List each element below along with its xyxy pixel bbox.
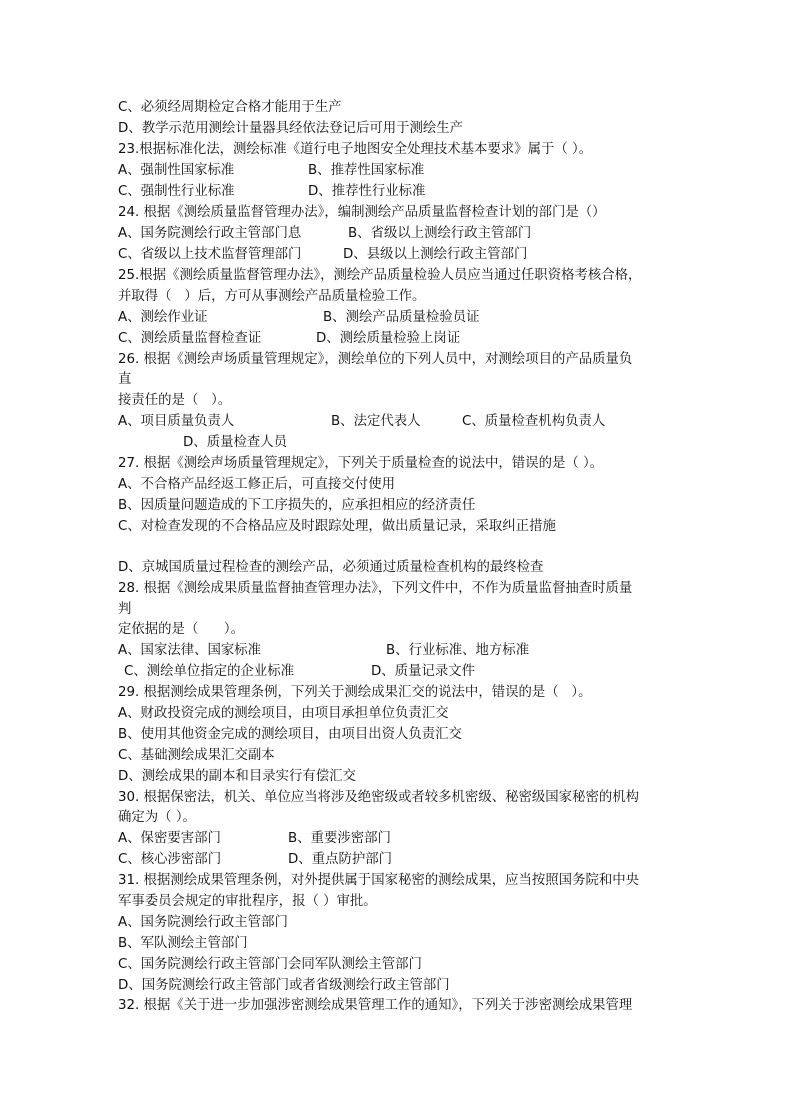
- question-30-cont: 确定为（ ）。: [118, 810, 196, 825]
- question-25: 25.根据《测绘质量监督管理办法》，测绘产品质量检验人员应当通过任职资格考核合格，: [118, 268, 642, 283]
- question-28-cont: 判: [118, 602, 132, 617]
- option-c: C、基础测绘成果汇交副本: [118, 748, 275, 763]
- option-b: B、使用其他资金完成的测绘项目，由项目出资人负责汇交: [118, 727, 462, 742]
- option-a: A、国务院测绘行政主管部门: [118, 915, 288, 930]
- question-27: 27. 根据《测绘声场质量管理规定》，下列关于质量检查的说法中，错误的是（ ）。: [118, 456, 604, 471]
- option-b: B、行业标准、地方标准: [386, 643, 530, 658]
- option-d: D、测绘质量检验上岗证: [316, 331, 461, 346]
- question-25-cont: 并取得（ ）后，方可从事测绘产品质量检验工作。: [118, 289, 426, 304]
- option-d-line: D、教学示范用测绘计量器具经依法登记后可用于测绘生产: [118, 121, 464, 136]
- question-29: 29. 根据测绘成果管理条例，下列关于测绘成果汇交的说法中，错误的是（ ）。: [118, 685, 592, 700]
- option-d: D、质量记录文件: [371, 664, 476, 679]
- option-a: A、国务院测绘行政主管部门息: [118, 226, 302, 241]
- question-23: 23.根据标准化法，测绘标准《道行电子地图安全处理技术基本要求》属于（ ）。: [118, 142, 593, 157]
- option-c: C、测绘单位指定的企业标准: [124, 664, 295, 679]
- question-30: 30. 根据保密法，机关、单位应当将涉及绝密级或者较多机密级、秘密级国家秘密的机构: [118, 790, 640, 805]
- option-c: C、核心涉密部门: [118, 852, 222, 867]
- option-b: B、军队测绘主管部门: [118, 936, 248, 951]
- option-b: B、法定代表人: [331, 414, 421, 429]
- option-a: A、测绘作业证: [118, 310, 208, 325]
- option-c: C、国务院测绘行政主管部门会同军队测绘主管部门: [118, 957, 422, 972]
- option-d: D、县级以上测绘行政主管部门: [343, 247, 528, 262]
- question-28-cont: 定依据的是（ ）。: [118, 622, 244, 637]
- option-c: C、对检查发现的不合格品应及时跟踪处理，做出质量记录，采取纠正措施: [118, 519, 556, 534]
- option-d: D、京城国质量过程检查的测绘产品，必须通过质量检查机构的最终检查: [118, 560, 544, 575]
- question-28: 28. 根据《测绘成果质量监督抽查管理办法》，下列文件中，不作为质量监督抽查时质量: [118, 581, 633, 596]
- option-c: C、省级以上技术监督管理部门: [118, 247, 302, 262]
- option-a: A、强制性国家标准: [118, 163, 235, 178]
- option-b: B、推荐性国家标准: [308, 163, 425, 178]
- option-a: A、不合格产品经返工修正后，可直接交付使用: [118, 477, 395, 492]
- option-a: A、财政投资完成的测绘项目，由项目承担单位负责汇交: [118, 706, 449, 721]
- option-b: B、省级以上测绘行政主管部门: [348, 226, 532, 241]
- option-c: C、质量检查机构负责人: [462, 414, 606, 429]
- question-32: 32. 根据《关于进一步加强涉密测绘成果管理工作的通知》，下列关于涉密测绘成果管理: [118, 998, 633, 1013]
- option-c: C、测绘质量监督检查证: [118, 331, 262, 346]
- option-c-line: C、必须经周期检定合格才能用于生产: [118, 100, 342, 115]
- option-c: C、强制性行业标准: [118, 184, 235, 199]
- option-d: D、重点防护部门: [288, 852, 393, 867]
- question-31-cont: 军事委员会规定的审批程序，报（ ）审批。: [118, 894, 377, 909]
- question-26: 26. 根据《测绘声场质量管理规定》，测绘单位的下列人员中，对测绘项目的产品质量负: [118, 352, 633, 367]
- option-b: B、重要涉密部门: [288, 831, 391, 846]
- question-24: 24. 根据《测绘质量监督管理办法》，编制测绘产品质量监督检查计划的部门是（）: [118, 205, 606, 220]
- question-31: 31. 根据测绘成果管理条例，对外提供属于国家秘密的测绘成果，应当按照国务院和中央: [118, 873, 640, 888]
- option-b: B、因质量问题造成的下工序损失的，应承担相应的经济责任: [118, 498, 476, 513]
- option-d: D、推荐性行业标准: [308, 184, 426, 199]
- option-a: A、项目质量负责人: [118, 414, 235, 429]
- option-d: D、国务院测绘行政主管部门或者省级测绘行政主管部门: [118, 978, 450, 993]
- option-d: D、测绘成果的副本和目录实行有偿汇交: [118, 769, 356, 784]
- question-26-cont: 直: [118, 372, 132, 387]
- option-a: A、国家法律、国家标准: [118, 643, 262, 658]
- option-a: A、保密要害部门: [118, 831, 221, 846]
- option-b: B、测绘产品质量检验员证: [323, 310, 480, 325]
- question-26-cont: 接责任的是（ ）。: [118, 393, 232, 408]
- option-d: D、质量检查人员: [183, 435, 288, 450]
